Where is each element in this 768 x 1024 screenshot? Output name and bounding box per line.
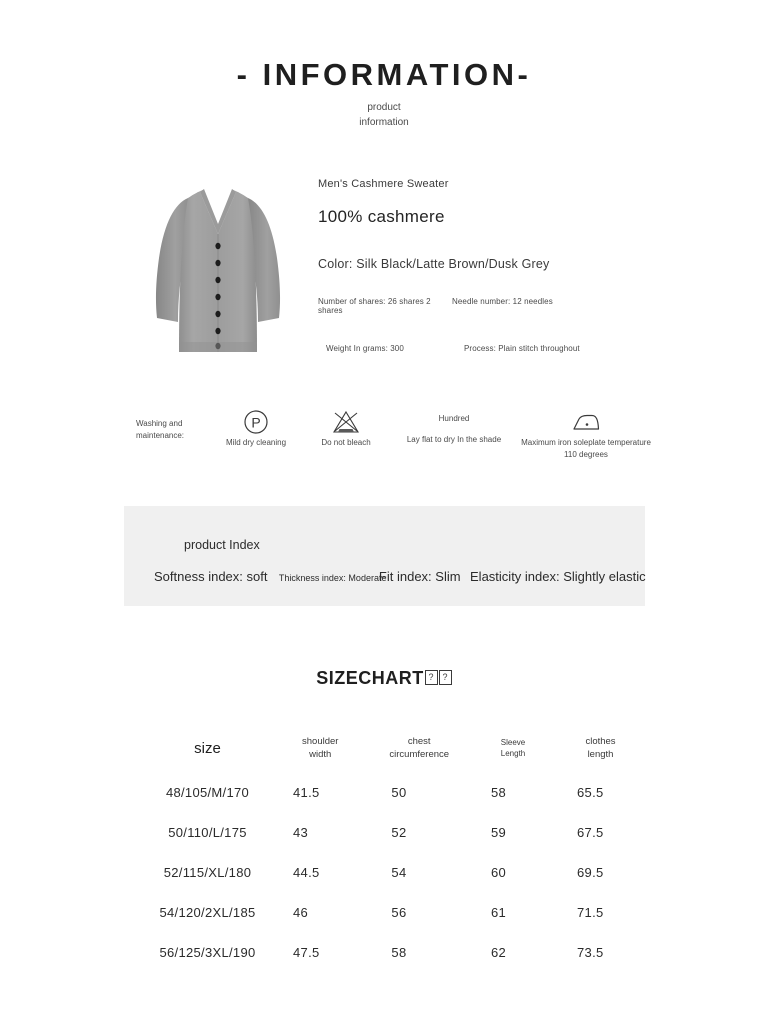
size-chart-title-text: SIZECHART <box>316 668 424 688</box>
cell-chest: 52 <box>391 824 407 840</box>
table-row <box>140 892 648 932</box>
care-label-iron-temp: Maximum iron soleplate temperature <box>521 438 651 447</box>
cell-clothes: 67.5 <box>577 824 604 840</box>
cell-sleeve: 61 <box>491 904 507 920</box>
index-fit: Fit index: Slim <box>378 569 461 584</box>
table-row <box>140 812 648 852</box>
cell-chest: 54 <box>391 864 407 880</box>
dry-clean-p-icon <box>206 407 306 437</box>
cell-clothes: 73.5 <box>577 944 604 960</box>
cell-clothes: 69.5 <box>577 864 604 880</box>
column-header-shoulder-line2: width <box>309 749 332 760</box>
care-item-do-not-bleach <box>300 407 392 449</box>
column-header-clothes-line1: clothes <box>585 736 616 748</box>
cell-clothes: 71.5 <box>577 904 604 920</box>
index-elasticity: Elasticity index: Slightly elastic <box>470 569 646 584</box>
spec-needle-number: Needle number: 12 needles <box>452 297 553 306</box>
cell-shoulder: 41.5 <box>293 784 320 800</box>
spec-process: Process: Plain stitch throughout <box>464 344 580 353</box>
cell-sleeve: 62 <box>491 944 507 960</box>
column-header-sleeve-length <box>473 726 553 772</box>
product-index-values <box>154 568 654 586</box>
cell-shoulder: 47.5 <box>293 944 320 960</box>
cell-shoulder: 46 <box>293 904 309 920</box>
care-item-lay-flat <box>385 413 523 447</box>
column-header-chest-line1: chest <box>407 736 431 748</box>
spec-number-of-shares: Number of shares: 26 shares 2 shares <box>318 297 431 315</box>
column-header-shoulder-width <box>275 726 365 772</box>
iron-one-dot-icon <box>516 407 656 437</box>
missing-glyph-box: ? <box>425 670 438 685</box>
column-header-sleeve-line2: Length <box>500 749 526 758</box>
index-softness: Softness index: soft <box>154 569 268 584</box>
care-heading-line-2: maintenance: <box>136 431 185 441</box>
product-info <box>318 178 738 271</box>
cell-sleeve: 59 <box>491 824 507 840</box>
spec-weight: Weight In grams: 300 <box>326 344 404 353</box>
column-header-chest-line2: circumference <box>389 749 450 760</box>
column-header-sleeve-line1: Sleeve <box>500 738 526 748</box>
cell-sleeve: 58 <box>491 784 507 800</box>
do-not-bleach-icon <box>300 407 392 437</box>
product-image <box>152 172 284 368</box>
cell-chest: 56 <box>391 904 407 920</box>
cell-chest: 50 <box>391 784 407 800</box>
cell-size: 56/125/3XL/190 <box>159 944 256 960</box>
cell-shoulder: 44.5 <box>293 864 320 880</box>
svg-text:P: P <box>251 414 261 431</box>
product-name: Men's Cashmere Sweater <box>318 178 449 190</box>
size-chart-table <box>140 726 648 972</box>
cell-size: 48/105/M/170 <box>165 784 250 800</box>
table-row <box>140 932 648 972</box>
subtitle-line-2: information <box>359 116 409 128</box>
size-chart-title <box>0 668 768 689</box>
table-row <box>140 772 648 812</box>
table-header-row <box>140 726 648 772</box>
care-heading-line-1: Washing and <box>136 419 183 428</box>
product-index-title: product Index <box>184 538 260 552</box>
spec-row <box>318 297 738 315</box>
column-header-chest-circumference <box>365 726 473 772</box>
cell-size: 50/110/L/175 <box>168 824 247 840</box>
product-index-panel <box>124 506 645 606</box>
index-thickness: Thickness index: Moderate <box>278 573 387 583</box>
care-item-iron <box>516 407 656 462</box>
care-label-do-not-bleach: Do not bleach <box>321 438 371 447</box>
cell-sleeve: 60 <box>491 864 507 880</box>
cell-clothes: 65.5 <box>577 784 604 800</box>
care-label-dry-clean: Mild dry cleaning <box>225 438 287 447</box>
cell-size: 52/115/XL/180 <box>163 864 252 880</box>
care-instructions <box>0 404 768 474</box>
care-heading <box>136 418 206 443</box>
product-color: Color: Silk Black/Latte Brown/Dusk Grey <box>318 257 550 271</box>
care-label-iron-degrees: 110 degrees <box>564 450 608 460</box>
column-header-clothes-line2: length <box>587 749 614 760</box>
page-subtitle <box>0 101 768 130</box>
page-header <box>0 58 768 130</box>
care-label-hundred: Hundred <box>438 414 470 423</box>
product-material: 100% cashmere <box>318 207 445 226</box>
column-header-size <box>140 726 275 772</box>
column-header-size-line1: size <box>194 739 221 757</box>
product-specs <box>318 297 738 353</box>
cell-chest: 58 <box>391 944 407 960</box>
care-item-dry-clean <box>206 407 306 449</box>
cell-size: 54/120/2XL/185 <box>159 904 256 920</box>
column-header-shoulder-line1: shoulder <box>302 736 339 748</box>
care-label-lay-flat: Lay flat to dry In the shade <box>406 435 502 445</box>
subtitle-line-1: product <box>367 102 401 114</box>
spec-row <box>318 344 738 353</box>
cell-shoulder: 43 <box>293 824 309 840</box>
page-title: - INFORMATION- <box>236 57 532 92</box>
table-row <box>140 852 648 892</box>
column-header-clothes-length <box>553 726 648 772</box>
missing-glyph-box: ? <box>439 670 452 685</box>
